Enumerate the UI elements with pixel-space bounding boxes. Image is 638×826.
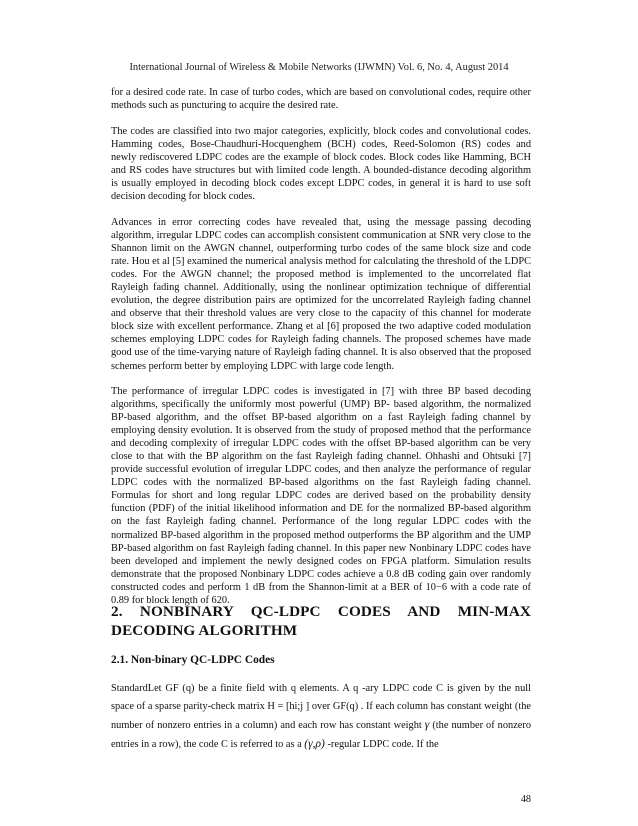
paragraph-5-text: [111, 680, 531, 754]
paragraph-1: [111, 86, 531, 112]
gamma-rho-symbol: (γ,ρ): [304, 738, 325, 750]
paragraph-3: [111, 216, 531, 373]
paragraph-5-part-c: -regular LDPC code. If the: [324, 739, 439, 750]
paragraph-5-part-b: (the number of nonzero entries in a row), the code C is referred to as a: [111, 720, 531, 750]
paragraph-4-text: The performance of irregular LDPC codes is investigated in [7] with three BP based decoding algorithms, specifically the uniformly most powerful (UMP) BP- based algorithm, the normalized BP-based algorithm, and the offset BP-based algorithm on a fast Rayleigh fading channel by employing density evolution. It is observed from the study of proposed method that the performance and decoding complexity of irregular LDPC codes with the offset BP-based algorithm can be very close to that with the BP algorithm on the fast Rayleigh fading channel. Ohhashi and Ohtsuki [7] provide successful evolution of irregular LDPC codes, and then analyze the performance of regular LDPC codes with the normalized BP-based algorithms on the fast Rayleigh fading channel. Formulas for short and long regular LDPC codes are derived based on the probability density function (PDF) of the initial likelihood information and DE for the normalized BP-based algorithm on the fast Rayleigh fading channel. Performance of the long regular LDPC codes with the normalized BP-based algorithm in the proposed method outperforms the BP algorithm and the UMP BP-based algorithm on fast Rayleigh fading channel. In this paper new Nonbinary LDPC codes have been developed and implement the newly designed codes on FPGA platform. Simulation results demonstrate that the proposed Nonbinary LDPC codes achieve a 0.8 dB coding gain over randomly constructed codes and perform 1 dB from the Shannon-limit at a BER of 10−6 with a code rate of 0.89 for block length of 620.: [111, 386, 531, 606]
page-number: 48: [520, 794, 531, 805]
paragraph-4: [111, 385, 531, 607]
running-header: International Journal of Wireless & Mobile Networks (IJWMN) Vol. 6, No. 4, August 2014: [129, 62, 509, 73]
paragraph-5: [111, 680, 531, 754]
paragraph-1-text: for a desired code rate. In case of turbo codes, which are based on convolutional codes, require other methods such as puncturing to acquire the desired rate.: [111, 87, 531, 112]
subsection-2-1-title: 2.1. Non-binary QC-LDPC Codes: [111, 654, 275, 666]
paragraph-2: [111, 125, 531, 203]
gamma-symbol: γ: [424, 719, 430, 731]
paragraph-5-part-a: StandardLet GF (q) be a finite field with q elements. A q -ary LDPC code C is given by the null space of a sparse parity-check matrix H = [hi;j ] over GF(q) . If each column has constant weight (the number of nonzero entries in a column) and each row has constant weight: [111, 683, 531, 731]
paragraph-3-text: Advances in error correcting codes have revealed that, using the message passing decoding algorithm, irregular LDPC codes can accomplish consistent communication at SNR very close to the Shannon limit on the AWGN channel, outperforming turbo codes of the same block size and code rate. Hou et al [5] examined the numerical analysis method for calculating the threshold of the LDPC codes. For the AWGN channel; the proposed method is implemented to the uncorrelated flat Rayleigh fading channel. Additionally, using the nonlinear optimization technique of differential evolution, the degree distribution pairs are optimized for the uncorrelated Rayleigh fading channel and observe that their threshold values are very close to the capacity of this channel for moderate block size with excellent performance. Zhang et al [6] proposed the two adaptive coded modulation schemes employing LDPC codes for Rayleigh fading channels. The proposed schemes have made good use of the time-varying nature of Rayleigh fading channel. It is also observed that the proposed schemes perform better by employing LDPC with large code length.: [111, 217, 531, 372]
section-2-title: 2. NONBINARY QC-LDPC CODES AND MIN-MAX DECODING ALGORITHM: [111, 603, 531, 639]
section-2-heading: [111, 603, 531, 640]
subsection-2-1-heading: [111, 654, 531, 666]
paragraph-2-text: The codes are classified into two major categories, explicitly, block codes and convolutional codes. Hamming codes, Bose-Chaudhuri-Hocquenghem (BCH) codes, Reed-Solomon (RS) codes and newly rediscovered LDPC codes are the example of block codes. Block codes like Hamming, BCH and RS codes have structures but with limited code length. A bounded-distance decoding algorithm is usually employed in decoding block codes except LDPC codes, in general it is hard to use soft decision decoding for block codes.: [111, 126, 531, 203]
